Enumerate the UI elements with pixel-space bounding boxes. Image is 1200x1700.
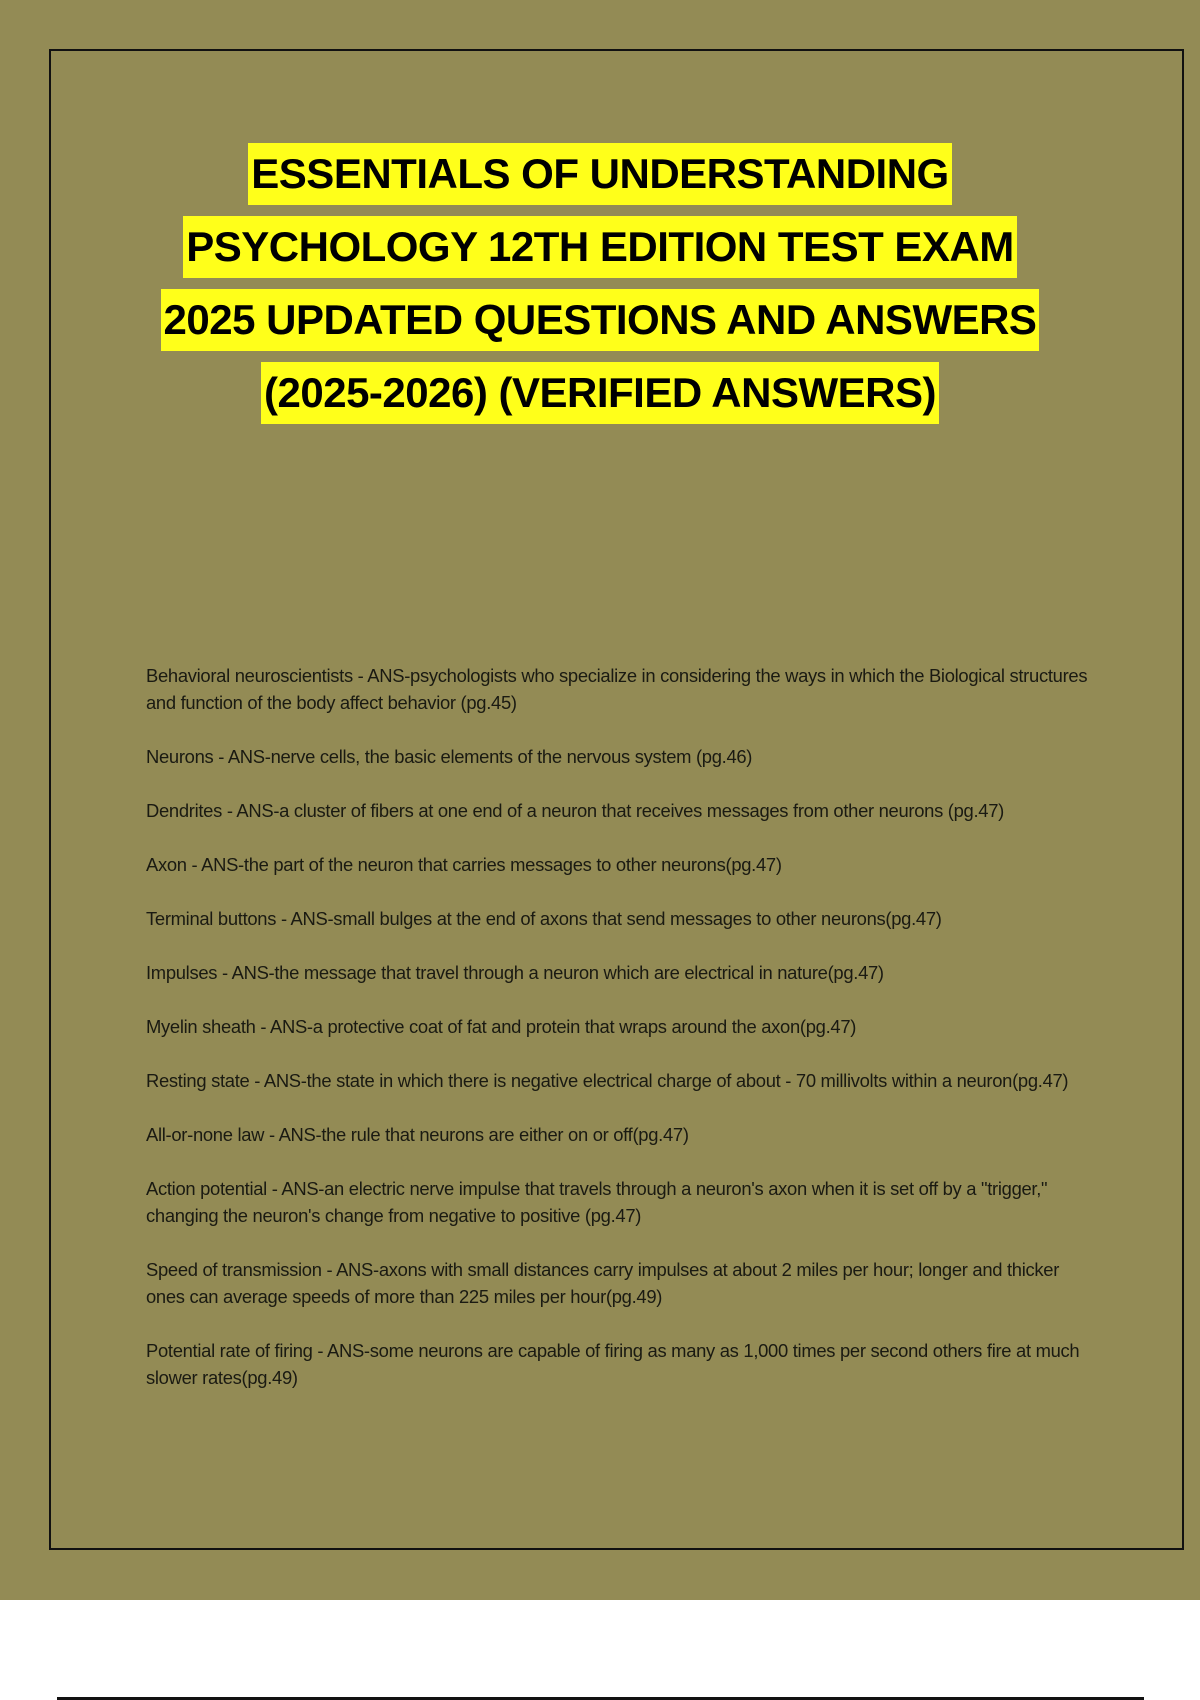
qa-entry: Speed of transmission - ANS-axons with small distances carry impulses at about 2 miles per hour; longer and thicker ones can average speeds of more than 225 miles per hour(pg.49) <box>146 1259 1060 1307</box>
qa-entry: Potential rate of firing - ANS-some neurons are capable of firing as many as 1,000 times per second others fire at much slower rates(pg.49) <box>146 1340 1080 1388</box>
document-title <box>0 143 1200 435</box>
title-line-4: (2025-2026) (VERIFIED ANSWERS) <box>261 362 939 424</box>
title-line-3: 2025 UPDATED QUESTIONS AND ANSWERS <box>161 289 1040 351</box>
qa-entry: Resting state - ANS-the state in which there is negative electrical charge of about - 70 millivolts within a neuron(pg.47) <box>146 1070 1069 1091</box>
qa-entry: Neurons - ANS-nerve cells, the basic elements of the nervous system (pg.46) <box>146 746 753 767</box>
qa-entry: Impulses - ANS-the message that travel through a neuron which are electrical in nature(pg.47) <box>146 962 884 983</box>
qa-entry: All-or-none law - ANS-the rule that neurons are either on or off(pg.47) <box>146 1124 689 1145</box>
title-line-2: PSYCHOLOGY 12TH EDITION TEST EXAM <box>183 216 1017 278</box>
qa-entry: Myelin sheath - ANS-a protective coat of fat and protein that wraps around the axon(pg.47) <box>146 1016 857 1037</box>
qa-entry: Terminal buttons - ANS-small bulges at the end of axons that send messages to other neurons(pg.47) <box>146 908 942 929</box>
qa-entry: Axon - ANS-the part of the neuron that carries messages to other neurons(pg.47) <box>146 854 782 875</box>
title-line-1: ESSENTIALS OF UNDERSTANDING <box>248 143 951 205</box>
qa-entry: Action potential - ANS-an electric nerve impulse that travels through a neuron's axon when it is set off by a "trigger," changing the neuron's change from negative to positive (pg.47) <box>146 1178 1048 1226</box>
qa-entry: Behavioral neuroscientists - ANS-psychologists who specialize in considering the ways in which the Biological structures and function of the body affect behavior (pg.45) <box>146 665 1088 713</box>
qa-entry: Dendrites - ANS-a cluster of fibers at one end of a neuron that receives messages from other neurons (pg.47) <box>146 800 1004 821</box>
qa-entries-list <box>146 662 1096 1418</box>
